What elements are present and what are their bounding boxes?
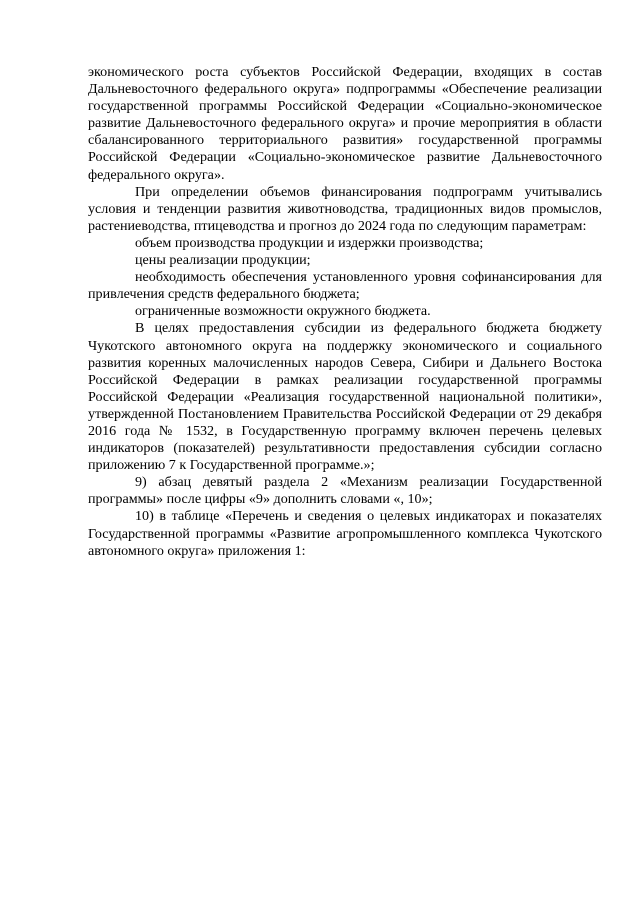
paragraph-3: объем производства продукции и издержки производства; (135, 234, 484, 251)
paragraph-9: 10) в таблице «Перечень и сведения о целевых индикаторах и показателях Государственной программы «Развитие агропромышленного комплекса Чукотского автономного округа» приложения 1: (88, 508, 602, 559)
paragraph-2: При определении объемов финансирования подпрограмм учитывались условия и тенденции развития животноводства, традиционных видов промыслов, растениеводства, птицеводства и прогноз до 2024 года по следующим параметрам: (88, 183, 602, 234)
paragraph-6: ограниченные возможности окружного бюджета. (135, 303, 431, 320)
paragraph-7: В целях предоставления субсидии из федерального бюджета бюджету Чукотского автономного округа на поддержку экономического и социального развития коренных малочисленных народов Севера, Сибири и Дальнего Востока Российской Федерации в рамках реализации государственной программы Российской Федерации «Реализация государственной национальной политики», утвержденной Постановлением Правительства Российской Федерации от 29 декабря 2016 года № 1532, в Государственную программу включен перечень целевых индикаторов (показателей) результативности предоставления субсидии согласно приложению 7 к Государственной программе.»; (88, 320, 602, 474)
paragraph-4: цены реализации продукции; (135, 252, 311, 269)
paragraph-1: экономического роста субъектов Российской Федерации, входящих в состав Дальневосточного федерального округа» подпрограммы «Обеспечение реализации государственной программы Российской Федерации «Социально-экономическое развитие Дальневосточного федерального округа» и прочие мероприятия в области сбалансированного территориального развития» государственной программы Российской Федерации «Социально-экономическое развитие Дальневосточного федерального округа». (88, 64, 602, 183)
paragraph-8: 9) абзац девятый раздела 2 «Механизм реализации Государственной программы» после цифры «9» дополнить словами «, 10»; (88, 474, 602, 508)
document-page (88, 64, 602, 560)
paragraph-5: необходимость обеспечения установленного уровня софинансирования для привлечения средств федерального бюджета; (88, 269, 602, 303)
